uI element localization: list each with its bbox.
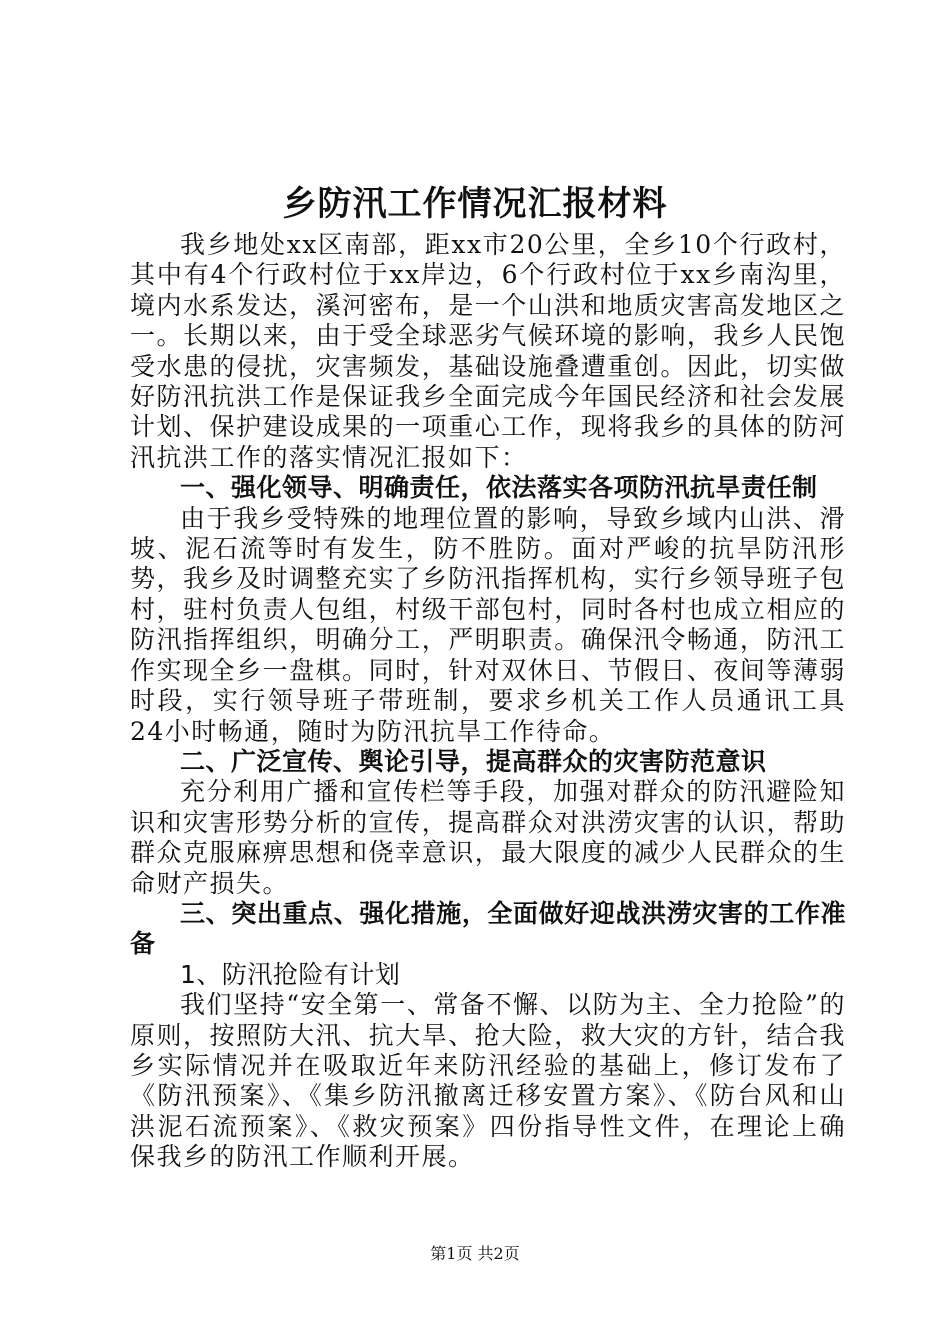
paragraph-section-1: 由于我乡受特殊的地理位置的影响，导致乡域内山洪、滑坡、泥石流等时有发生，防不胜防。面对严峻的抗旱防汛形势，我乡及时调整充实了乡防汛指挥机构，实行乡领导班子包村，驻村负责人包组，村级干部包村，同时各村也成立相应的防汛指挥组织，明确分工，严明职责。确保汛令畅通，防汛工作实现全乡一盘棋。同时，针对双休日、节假日、夜间等薄弱时段，实行领导班子带班制，要求乡机关工作人员通讯工具24小时畅通，随时为防汛抗旱工作待命。 [130,503,846,746]
page-number-footer: 第1页 共2页 [430,1244,520,1263]
paragraph-section-2: 充分利用广播和宣传栏等手段，加强对群众的防汛避险知识和灾害形势分析的宣传，提高群众对洪涝灾害的认识，帮助群众克服麻痹思想和侥幸意识，最大限度的减少人民群众的生命财产损失。 [130,777,846,898]
paragraph-subsection-1: 我们坚持“安全第一、常备不懈、以防为主、全力抢险”的原则，按照防大汛、抗大旱、抢大险，救大灾的方针，结合我乡实际情况并在吸取近年来防汛经验的基础上，修订发布了《防汛预案》、《集乡防汛撤离迁移安置方案》、《防台风和山洪泥石流预案》、《救灾预案》四份指导性文件，在理论上确保我乡的防汛工作顺利开展。 [130,990,846,1172]
subsection-heading-1: 1、防汛抢险有计划 [180,959,401,989]
paragraph-intro: 我乡地处xx区南部，距xx市20公里，全乡10个行政村，其中有4个行政村位于xx岸边，6个行政村位于xx乡南沟里，境内水系发达，溪河密布，是一个山洪和地质灾害高发地区之一。长期以来，由于受全球恶劣气候环境的影响，我乡人民饱受水患的侵扰，灾害频发，基础设施叠遭重创。因此，切实做好防汛抗洪工作是保证我乡全面完成今年国民经济和社会发展计划、保护建设成果的一项重心工作，现将我乡的具体的防河汛抗洪工作的落实情况汇报如下： [130,230,846,472]
document-body [130,230,846,1173]
section-heading-1: 一、强化领导、明确责任，依法落实各项防汛抗旱责任制 [180,473,818,503]
section-heading-2: 二、广泛宣传、舆论引导，提高群众的灾害防范意识 [180,746,767,776]
section-heading-3: 三、突出重点、强化措施，全面做好迎战洪涝灾害的工作准备 [130,898,846,959]
document-title: 乡防汛工作情况汇报材料 [282,184,668,224]
